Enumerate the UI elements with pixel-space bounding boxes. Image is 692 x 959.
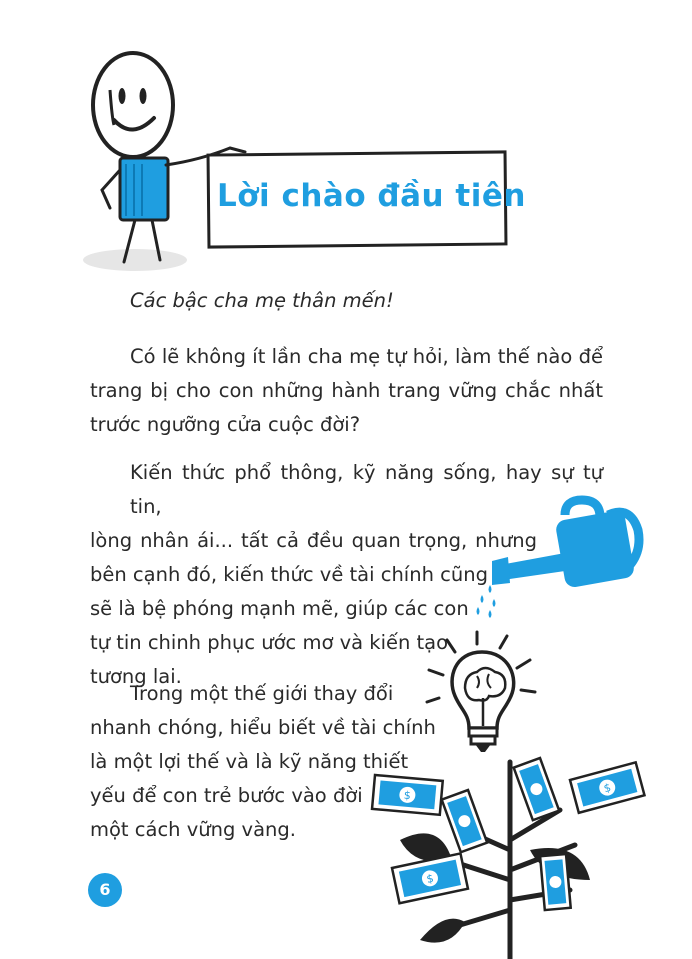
- banknote-icon: [514, 758, 559, 820]
- paragraph-3-line: Trong một thế giới thay đổi: [130, 682, 394, 705]
- svg-text:$: $: [425, 871, 435, 886]
- banknote-icon: [540, 854, 571, 910]
- paragraph-1: [90, 340, 603, 442]
- paragraph-2-line: tương lai.: [90, 665, 182, 688]
- svg-text:$: $: [602, 780, 613, 796]
- paragraph-2-line: Kiến thức phổ thông, kỹ năng sống, hay sự tự tin,: [130, 461, 603, 518]
- page-number-badge: 6: [88, 873, 122, 907]
- paragraph-3-line: là một lợi thế và là kỹ năng thiết: [90, 750, 409, 773]
- banknote-icon: [442, 790, 487, 852]
- paragraph-3-line: nhanh chóng, hiểu biết về tài chính: [90, 716, 436, 739]
- greeting-text: Các bậc cha mẹ thân mến!: [130, 289, 394, 312]
- paragraph-1-line: trang bị cho con những hành trang vững chắc nhất: [90, 379, 603, 402]
- paragraph-2-line: tự tin chinh phục ước mơ và kiến tạo: [90, 631, 449, 654]
- paragraph-3-line: yếu để con trẻ bước vào đời: [90, 784, 363, 807]
- page-title: Lời chào đầu tiên: [217, 178, 526, 214]
- paragraph-2-line: sẽ là bệ phóng mạnh mẽ, giúp các con: [90, 597, 469, 620]
- banknote-icon: [392, 853, 468, 903]
- watering-can-icon: [470, 495, 655, 620]
- lightbulb-brain-icon: [425, 630, 550, 765]
- paragraph-1-line: trước ngưỡng cửa cuộc đời?: [90, 413, 361, 436]
- paragraph-3-line: một cách vững vàng.: [90, 818, 296, 841]
- paragraph-2-line: lòng nhân ái... tất cả đều quan trọng, nhưng: [90, 529, 537, 552]
- paragraph-2-line: bên cạnh đó, kiến thức về tài chính cũng: [90, 563, 488, 586]
- svg-text:$: $: [403, 788, 412, 803]
- banknote-icon: [372, 775, 443, 815]
- money-tree-illustration: [370, 750, 680, 959]
- banknote-icon: [570, 762, 644, 812]
- paragraph-1-line: Có lẽ không ít lần cha mẹ tự hỏi, làm thế nào để: [130, 345, 603, 368]
